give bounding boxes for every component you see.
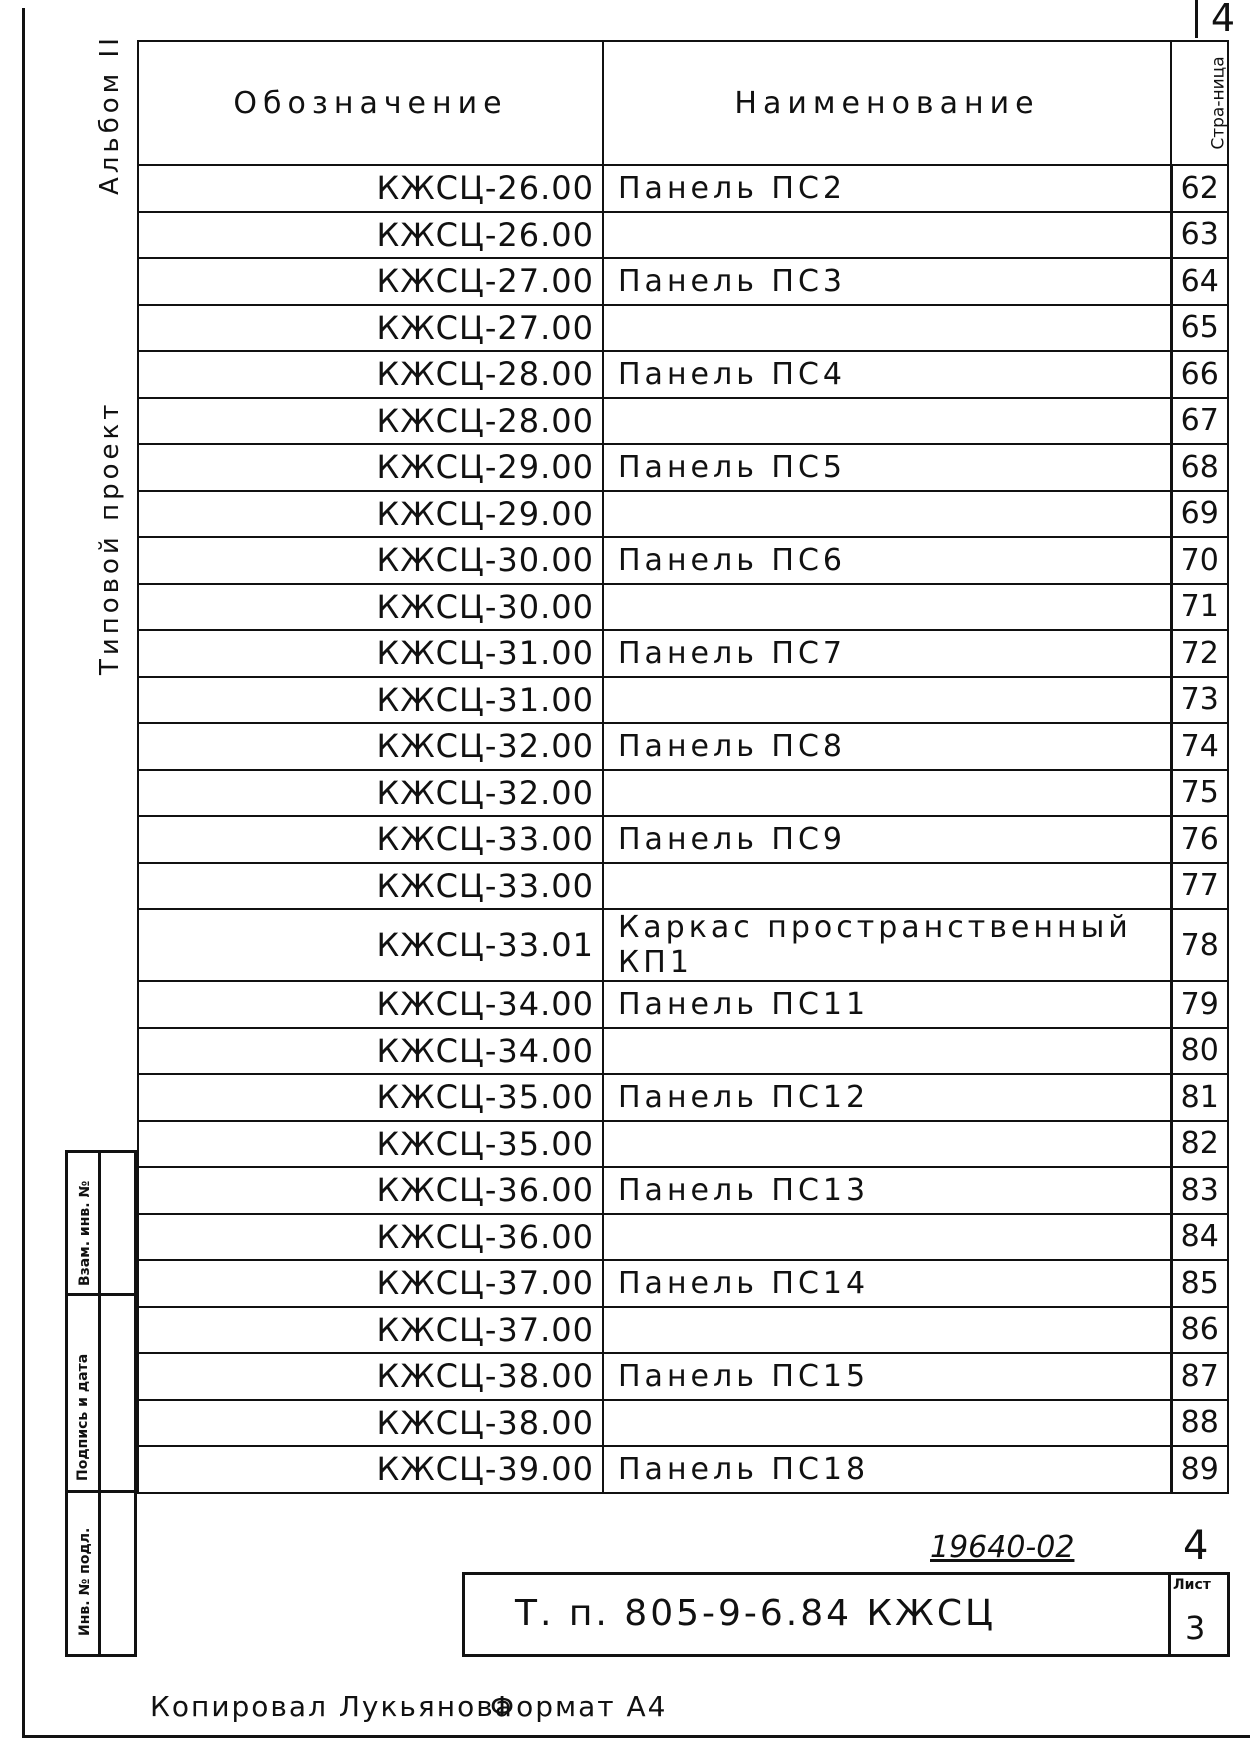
cell-name — [603, 1214, 1171, 1261]
cell-page: 79 — [1171, 981, 1228, 1028]
contents-table — [137, 40, 1229, 1538]
cell-designation: КЖСЦ-33.00 — [138, 816, 603, 863]
cell-name: Панель ПС13 — [603, 1167, 1171, 1214]
cell-page: 82 — [1171, 1121, 1228, 1168]
cell-name — [603, 305, 1171, 352]
cell-designation: КЖСЦ-27.00 — [138, 305, 603, 352]
cell-name: Панель ПС3 — [603, 258, 1171, 305]
cell-name: Панель ПС12 — [603, 1074, 1171, 1121]
table-row — [138, 1121, 1228, 1168]
cell-designation: КЖСЦ-37.00 — [138, 1307, 603, 1354]
top-page-number: 4 — [1195, 0, 1248, 38]
sheet-label: Лист — [1173, 1577, 1211, 1593]
cell-page: 84 — [1171, 1214, 1228, 1261]
table-row — [138, 1028, 1228, 1075]
cell-name — [603, 491, 1171, 538]
stamp-divider — [68, 1293, 134, 1296]
cell-designation: КЖСЦ-30.00 — [138, 537, 603, 584]
cell-page: 65 — [1171, 305, 1228, 352]
cell-designation: КЖСЦ-33.01 — [138, 909, 603, 981]
cell-designation: КЖСЦ-32.00 — [138, 770, 603, 817]
cell-page: 89 — [1171, 1446, 1228, 1493]
header-designation: Обозначение — [138, 41, 603, 165]
cell-designation: КЖСЦ-26.00 — [138, 165, 603, 212]
table-row — [138, 1446, 1228, 1493]
archive-number: 19640-02 — [930, 1530, 1075, 1565]
cell-designation: КЖСЦ-31.00 — [138, 677, 603, 724]
cell-page: 83 — [1171, 1167, 1228, 1214]
table-row — [138, 491, 1228, 538]
header-page — [1171, 41, 1228, 165]
stamp-divider — [68, 1490, 134, 1493]
cell-page: 77 — [1171, 863, 1228, 910]
table-row — [138, 1260, 1228, 1307]
cell-designation: КЖСЦ-38.00 — [138, 1400, 603, 1447]
cell-page: 88 — [1171, 1400, 1228, 1447]
cell-name — [603, 863, 1171, 910]
stamp-replace-inv: Взам. инв. № — [77, 1180, 93, 1286]
table-row — [138, 816, 1228, 863]
cell-name — [603, 1400, 1171, 1447]
table-row — [138, 398, 1228, 445]
cell-page: 66 — [1171, 351, 1228, 398]
cell-page: 75 — [1171, 770, 1228, 817]
cell-page: 64 — [1171, 258, 1228, 305]
cell-page: 69 — [1171, 491, 1228, 538]
paper-format: Формат А4 — [490, 1690, 668, 1723]
cell-name: Панель ПС15 — [603, 1353, 1171, 1400]
cell-page: 72 — [1171, 630, 1228, 677]
table-row — [138, 212, 1228, 259]
cell-name: Панель ПС4 — [603, 351, 1171, 398]
cell-name: Панель ПС14 — [603, 1260, 1171, 1307]
cell-name — [603, 677, 1171, 724]
cell-designation: КЖСЦ-29.00 — [138, 444, 603, 491]
table-row — [138, 630, 1228, 677]
table-row — [138, 351, 1228, 398]
table-row — [138, 444, 1228, 491]
cell-name — [603, 584, 1171, 631]
cell-designation: КЖСЦ-27.00 — [138, 258, 603, 305]
table-row — [138, 677, 1228, 724]
table-row — [138, 1307, 1228, 1354]
cell-designation: КЖСЦ-35.00 — [138, 1074, 603, 1121]
cell-designation: КЖСЦ-32.00 — [138, 723, 603, 770]
cell-page: 78 — [1171, 909, 1228, 981]
table-row — [138, 1074, 1228, 1121]
cell-designation: КЖСЦ-29.00 — [138, 491, 603, 538]
cell-designation: КЖСЦ-36.00 — [138, 1214, 603, 1261]
cell-designation: КЖСЦ-37.00 — [138, 1260, 603, 1307]
table-row — [138, 981, 1228, 1028]
table-row — [138, 723, 1228, 770]
sheet-cell — [1168, 1575, 1227, 1654]
stamp-original-inv: Инв. № подл. — [77, 1527, 93, 1636]
title-block — [462, 1572, 1230, 1657]
cell-name: Панель ПС5 — [603, 444, 1171, 491]
table-row — [138, 770, 1228, 817]
header-name: Наименование — [603, 41, 1171, 165]
cell-page: 76 — [1171, 816, 1228, 863]
cell-name — [603, 770, 1171, 817]
cell-name — [603, 398, 1171, 445]
side-project-label: Типовой проект — [95, 400, 125, 675]
table-row — [138, 1353, 1228, 1400]
cell-name: Панель ПС9 — [603, 816, 1171, 863]
cell-page: 85 — [1171, 1260, 1228, 1307]
cell-designation: КЖСЦ-35.00 — [138, 1121, 603, 1168]
table-row — [138, 863, 1228, 910]
copied-by: Копировал Лукьянова — [150, 1690, 514, 1723]
table-row — [138, 1214, 1228, 1261]
cell-page: 67 — [1171, 398, 1228, 445]
cell-page: 63 — [1171, 212, 1228, 259]
cell-designation: КЖСЦ-39.00 — [138, 1446, 603, 1493]
cell-designation: КЖСЦ-38.00 — [138, 1353, 603, 1400]
cell-name — [603, 1028, 1171, 1075]
cell-designation: КЖСЦ-30.00 — [138, 584, 603, 631]
stamp-signature-date: Подпись и дата — [75, 1353, 91, 1481]
side-album-label: Альбом II — [95, 34, 125, 195]
table-row — [138, 1167, 1228, 1214]
cell-designation: КЖСЦ-34.00 — [138, 981, 603, 1028]
sheet-number: 3 — [1185, 1609, 1206, 1647]
header-page-label: Стра-ница — [1208, 56, 1229, 150]
stamp-divider — [98, 1153, 101, 1654]
cell-designation: КЖСЦ-26.00 — [138, 212, 603, 259]
cell-page: 68 — [1171, 444, 1228, 491]
cell-name: Панель ПС6 — [603, 537, 1171, 584]
cell-designation: КЖСЦ-28.00 — [138, 398, 603, 445]
cell-page: 73 — [1171, 677, 1228, 724]
cell-page: 87 — [1171, 1353, 1228, 1400]
cell-name — [603, 1307, 1171, 1354]
cell-name: Панель ПС2 — [603, 165, 1171, 212]
cell-name — [603, 212, 1171, 259]
cell-name: Панель ПС7 — [603, 630, 1171, 677]
cell-name: Панель ПС11 — [603, 981, 1171, 1028]
cell-name: Каркас пространственный КП1 — [603, 909, 1171, 981]
approval-stamp-column — [65, 1150, 137, 1657]
cell-page: 71 — [1171, 584, 1228, 631]
table-row — [138, 258, 1228, 305]
table-header — [138, 41, 1228, 165]
cell-name: Панель ПС18 — [603, 1446, 1171, 1493]
cell-designation: КЖСЦ-28.00 — [138, 351, 603, 398]
cell-designation: КЖСЦ-36.00 — [138, 1167, 603, 1214]
corner-number: 4 — [1183, 1523, 1209, 1569]
cell-name — [603, 1121, 1171, 1168]
cell-page: 74 — [1171, 723, 1228, 770]
table-row — [138, 305, 1228, 352]
table-row — [138, 1400, 1228, 1447]
cell-designation: КЖСЦ-34.00 — [138, 1028, 603, 1075]
cell-page: 70 — [1171, 537, 1228, 584]
cell-page: 80 — [1171, 1028, 1228, 1075]
table-row — [138, 584, 1228, 631]
cell-page: 81 — [1171, 1074, 1228, 1121]
table-row — [138, 165, 1228, 212]
table-row — [138, 909, 1228, 981]
cell-page: 86 — [1171, 1307, 1228, 1354]
cell-designation: КЖСЦ-33.00 — [138, 863, 603, 910]
cell-name: Панель ПС8 — [603, 723, 1171, 770]
cell-designation: КЖСЦ-31.00 — [138, 630, 603, 677]
table-row — [138, 537, 1228, 584]
cell-page: 62 — [1171, 165, 1228, 212]
document-title: Т. п. 805-9-6.84 КЖСЦ — [515, 1593, 996, 1634]
